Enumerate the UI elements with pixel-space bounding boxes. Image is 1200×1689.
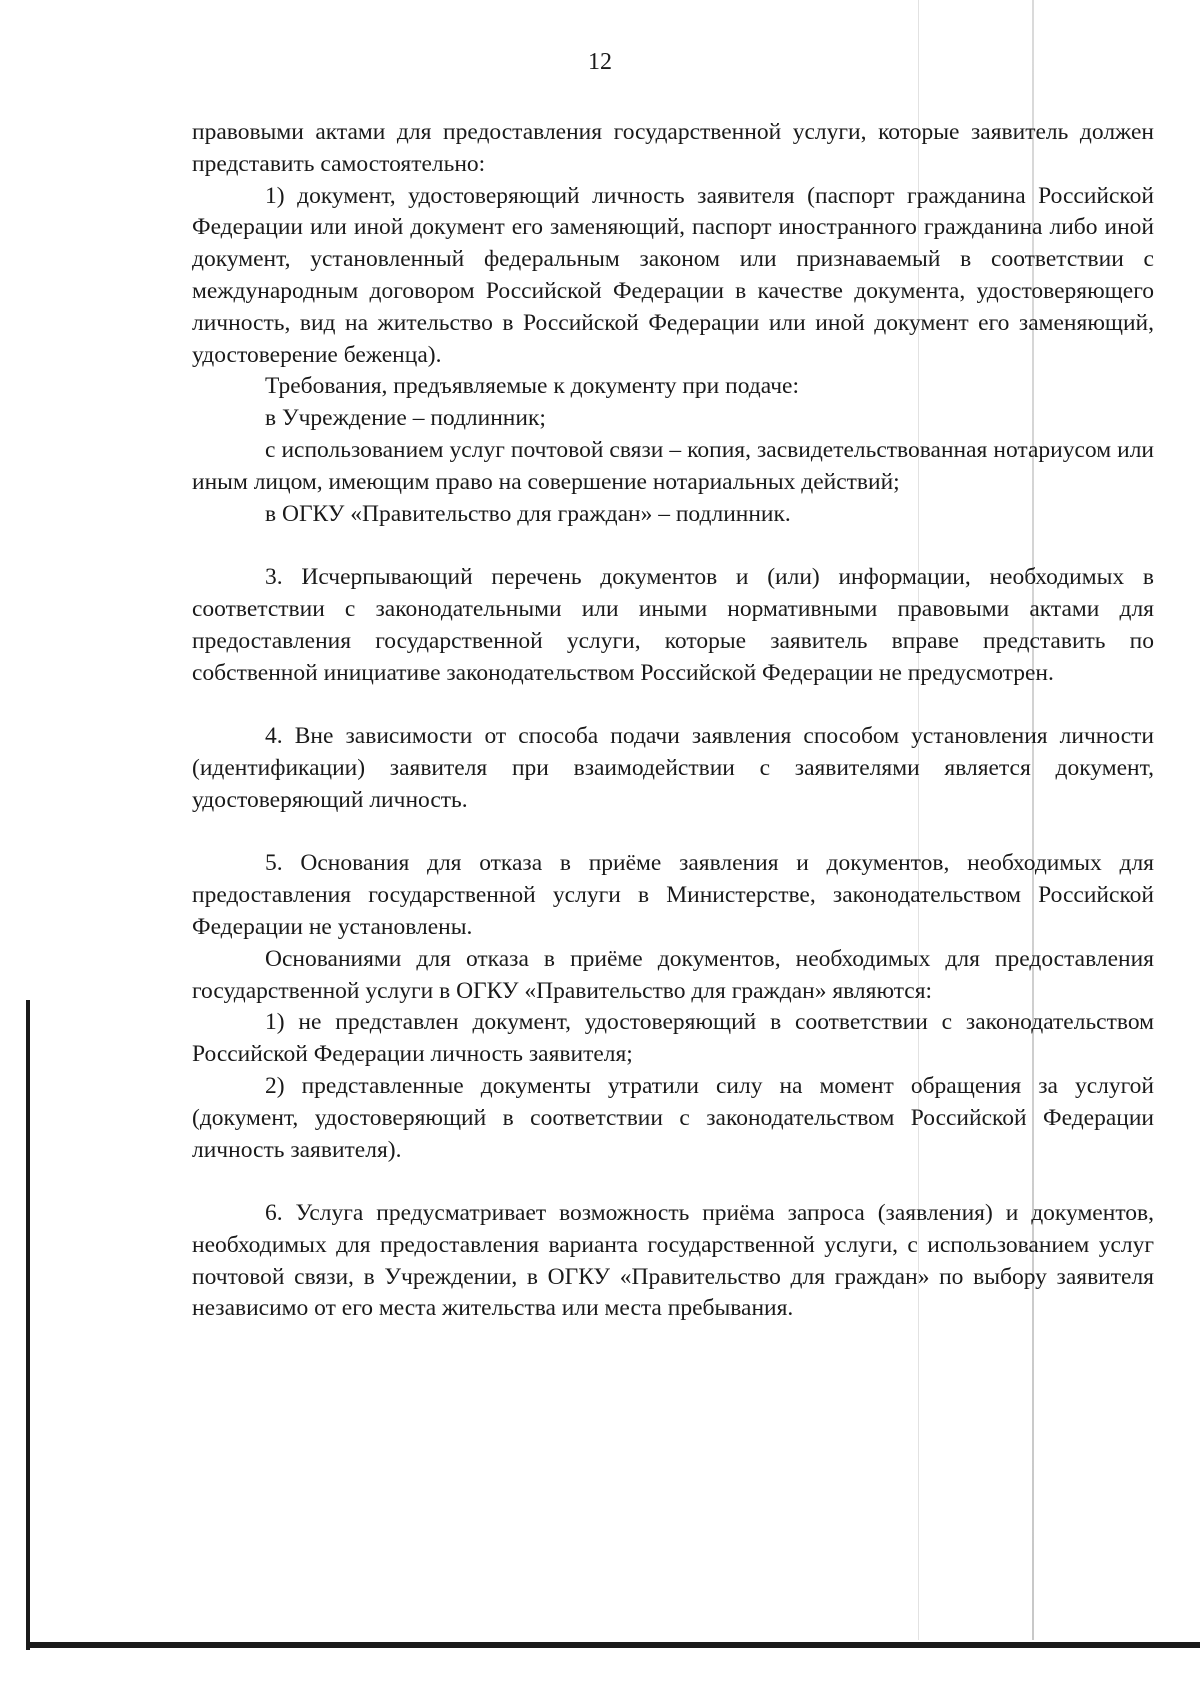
paragraph: Требования, предъявляемые к документу при подаче: — [265, 373, 799, 400]
paragraph: с использованием услуг почтовой связи – копия, засвидетельствованная нотариусом или иным лицом, имеющим право на совершение нотариальных действий; — [192, 436, 1154, 495]
paragraph-spacer — [192, 530, 1154, 562]
paragraph-spacer — [192, 689, 1154, 721]
paragraph-spacer — [192, 817, 1154, 849]
paragraph: 2) представленные документы утратили силу на момент обращения за услугой (документ, удостоверяющий в соответствии с законодательством Российской Федерации личность заявителя). — [192, 1072, 1154, 1163]
paragraph-spacer — [192, 1166, 1154, 1198]
scan-bottom-edge — [26, 1642, 1200, 1648]
paragraph: 4. Вне зависимости от способа подачи заявления способом установления личности (идентификации) заявителя при взаимодействии с заявителями является документ, удостоверяющий личность. — [192, 723, 1154, 813]
scan-edge-line — [26, 1000, 30, 1650]
paragraph: правовыми актами для предоставления государственной услуги, которые заявитель должен представить самостоятельно: — [192, 119, 1154, 177]
paragraph: Основаниями для отказа в приёме документов, необходимых для предоставления государственной услуги в ОГКУ «Правительство для граждан» являются: — [192, 945, 1154, 1004]
paragraph: 5. Основания для отказа в приёме заявления и документов, необходимых для предоставления государственной услуги в Министерстве, законодательством Российской Федерации не установлены. — [192, 850, 1154, 940]
paragraph: 6. Услуга предусматривает возможность приёма запроса (заявления) и документов, необходимых для предоставления варианта государственной услуги, с использованием услуг почтовой связи, в Учреждении, в ОГКУ «Правительство для граждан» по выбору заявителя независимо от его места жительства или места пребывания. — [192, 1200, 1154, 1322]
paragraph: 1) документ, удостоверяющий личность заявителя (паспорт гражданина Российской Федерации или иной документ его заменяющий, паспорт иностранного гражданина либо иной документ, установленный федеральным законом или признаваемый в соответствии с международным договором Российской Федерации в качестве документа, удостоверяющего личность, вид на жительство в Российской Федерации или иной документ его заменяющий, удостоверение беженца). — [192, 182, 1154, 368]
paragraph: в ОГКУ «Правительство для граждан» – подлинник. — [265, 500, 791, 527]
paragraph: 3. Исчерпывающий перечень документов и (или) информации, необходимых в соответствии с законодательными или иными нормативными правовыми актами для предоставления государственной услуги, которые заявитель вправе представить по собственной инициативе законодательством Российской Федерации не предусмотрен. — [192, 564, 1154, 686]
paragraph: 1) не представлен документ, удостоверяющий в соответствии с законодательством Российской Федерации личность заявителя; — [192, 1009, 1154, 1068]
paragraph: в Учреждение – подлинник; — [265, 405, 546, 432]
document-body — [192, 117, 1154, 1325]
page-number: 12 — [588, 49, 612, 75]
